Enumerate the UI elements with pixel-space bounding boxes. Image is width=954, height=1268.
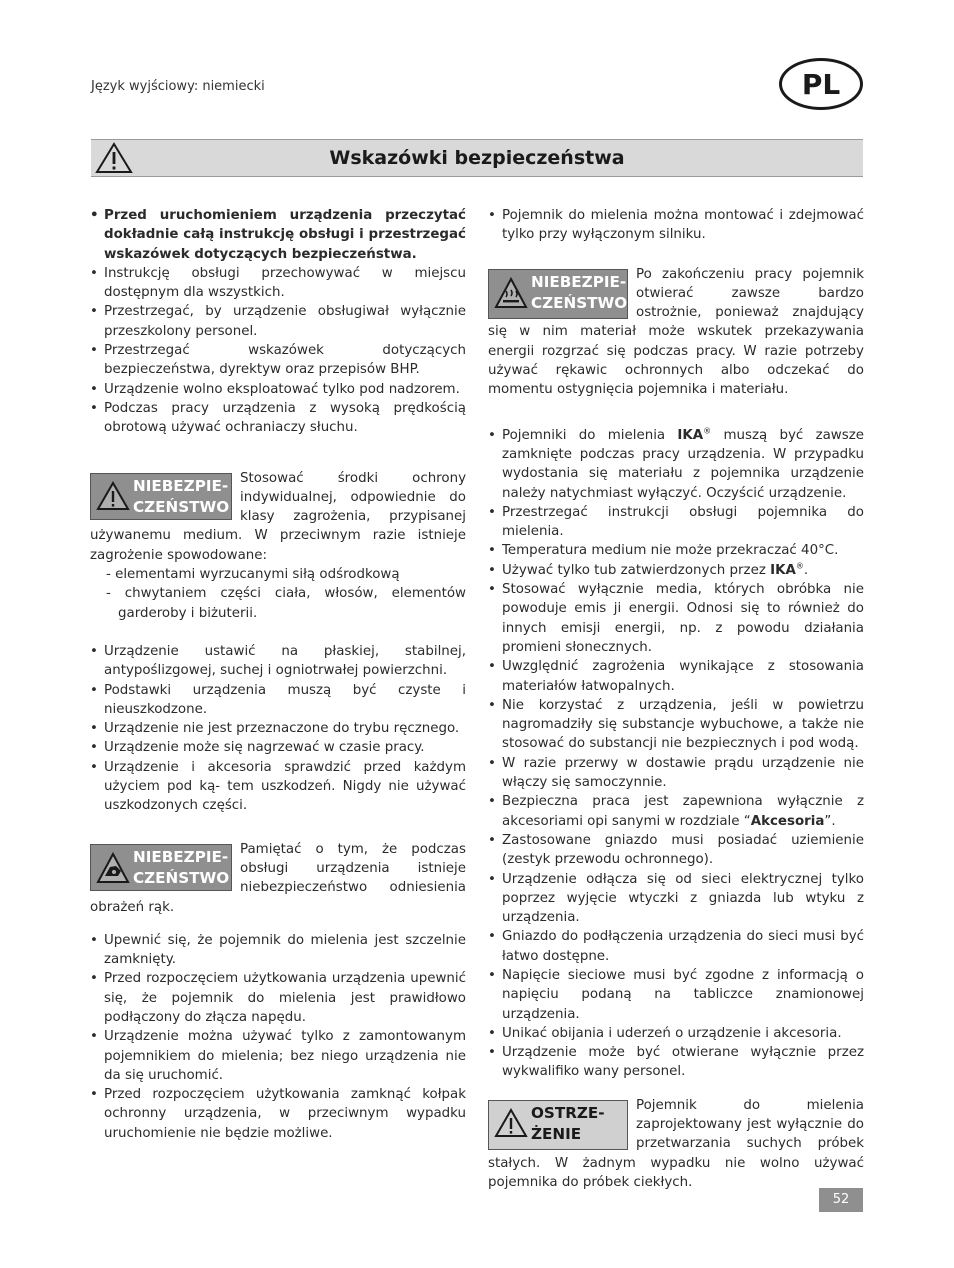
brand-name: IKA — [677, 427, 704, 443]
list-item: • Instrukcję obsługi przechowywać w miejscu dostępnym dla wszystkich. — [90, 264, 466, 303]
list-item: • Stosować wyłącznie media, których obróbka nie powoduje emis ji energii. Odnosi się to również do innych emisji energii, np. z powodu działania promieni słonecznych. — [488, 580, 864, 657]
list-item: • Używać tylko tub zatwierdzonych przez IKA®. — [488, 561, 864, 580]
list-item: • Urządzenie można używać tylko z zamontowanym pojemnikiem do mielenia; bez niego urządzenia nie da się uruchomić. — [90, 1027, 466, 1085]
notice-label-line: CZEŃSTWO — [531, 293, 628, 312]
list-item: • Bezpieczna praca jest zapewniona wyłącznie z akcesoriami opi sanymi w rozdziale “Akcesoria”. — [488, 792, 864, 831]
list-item: • Przed rozpoczęciem użytkowania zamknąć kołpak ochronny urządzenia, w przeciwnym wypadku uruchomienie nie będzie możliwe. — [90, 1085, 466, 1143]
source-language-note: Język wyjściowy: niemiecki — [91, 79, 265, 94]
list-item: • Temperatura medium nie może przekraczać 40°C. — [488, 541, 864, 560]
list-item: • Urządzenie nie jest przeznaczone do trybu ręcznego. — [90, 719, 466, 738]
list-item: • Urządzenie może być otwierane wyłącznie przez wykwalifiko wany personel. — [488, 1043, 864, 1082]
list-item: • W razie przerwy w dostawie prądu urządzenie nie włączy się samoczynnie. — [488, 754, 864, 793]
notice-text: Pamiętać o tym, że podczas obsługi urządzenia istnieje niebezpieczeństwo odniesienia obrażeń rąk. — [90, 841, 466, 915]
hot-surface-icon — [494, 277, 528, 309]
list-item: • Urządzenie odłącza się od sieci elektrycznej tylko poprzez wyjęcie wtyczki z gniazda lub wtyku z urządzenia. — [488, 870, 864, 928]
warning-notice — [488, 1096, 864, 1192]
hand-crush-icon — [96, 852, 130, 884]
list-item: • Przestrzegać wskazówek dotyczących bezpieczeństwa, dyrektyw oraz przepisów BHP. — [90, 341, 466, 380]
notice-label-line: NIEBEZPIE- — [531, 272, 627, 291]
section-title-bar — [91, 139, 863, 177]
list-item: • Urządzenie wolno eksploatować tylko pod nadzorem. — [90, 380, 466, 399]
list-item: • Pojemniki do mielenia IKA® muszą być zawsze zamknięte podczas pracy urządzenia. W przypadku wydostania się materiału z pojemnika urządzenie należy natychmiast wyłączyć. Oczyścić urządzenie. — [488, 426, 864, 503]
list-item: • Nie korzystać z urządzenia, jeśli w powietrzu nagromadziły się substancje wybuchowe, a także nie stosować do substancji nie bezpiecznych i pod wodą. — [488, 696, 864, 754]
list-item: • Przed uruchomieniem urządzenia przeczytać dokładnie całą instrukcję obsługi i przestrzegać wskazówek dotyczących bezpieczeństwa. — [90, 206, 466, 264]
list-item: • Urządzenie i akcesoria sprawdzić przed każdym użyciem pod ką- tem uszkodzeń. Nigdy nie używać uszkodzonych części. — [90, 758, 466, 816]
notice-label-line: ŻENIE — [531, 1124, 582, 1143]
list-item: • Gniazdo do podłączenia urządzenia do sieci musi być łatwo dostępne. — [488, 927, 864, 966]
list-item: • Przestrzegać instrukcji obsługi pojemnika do mielenia. — [488, 503, 864, 542]
danger-label-box — [90, 473, 232, 520]
list-item: - chwytaniem części ciała, włosów, elementów garderoby i biżuterii. — [106, 586, 466, 621]
list-item: • Podczas pracy urządzenia z wysoką prędkością obrotową używać ochraniaczy słuchu. — [90, 399, 466, 438]
danger-notice — [488, 265, 864, 400]
right-column — [488, 206, 864, 1192]
brand-name: IKA — [770, 562, 796, 578]
list-item: • Uwzględnić zagrożenia wynikające z stosowania materiałów łatwopalnych. — [488, 657, 864, 696]
list-item: • Napięcie sieciowe musi być zgodne z informacją o napięciu podaną na tabliczce znamionowej urządzenia. — [488, 966, 864, 1024]
warning-triangle-icon — [96, 481, 130, 511]
language-badge: PL — [779, 58, 863, 110]
notice-label-line: NIEBEZPIE- — [133, 476, 229, 495]
list-item: • Urządzenie może się nagrzewać w czasie pracy. — [90, 738, 466, 757]
danger-notice — [90, 840, 466, 917]
list-item: • Urządzenie ustawić na płaskiej, stabilnej, antypoślizgowej, suchej i ogniotrwałej powierzchni. — [90, 642, 466, 681]
notice-label-line: OSTRZE- — [531, 1103, 605, 1122]
warning-triangle-icon — [494, 1108, 528, 1138]
list-item: • Przed rozpoczęciem użytkowania urządzenia upewnić się, że pojemnik do mielenia jest prawidłowo podłączony do złącza napędu. — [90, 969, 466, 1027]
list-item: • Podstawki urządzenia muszą być czyste i nieuszkodzone. — [90, 681, 466, 720]
left-column — [90, 206, 466, 1143]
list-item: • Przestrzegać, by urządzenie obsługiwał wyłącznie przeszkolony personel. — [90, 302, 466, 341]
list-item: - elementami wyrzucanymi siłą odśrodkową — [106, 567, 400, 583]
warning-label-box — [488, 1100, 628, 1150]
list-item: • Zastosowane gniazdo musi posiadać uziemienie (zestyk przewodu ochronnego). — [488, 831, 864, 870]
list-item: • Pojemnik do mielenia można montować i zdejmować tylko przy wyłączonym silniku. — [488, 206, 864, 245]
notice-label-line: CZEŃSTWO — [133, 497, 230, 516]
list-item: • Upewnić się, że pojemnik do mielenia jest szczelnie zamknięty. — [90, 931, 466, 970]
page-title: Wskazówki bezpieczeństwa — [329, 147, 625, 169]
danger-label-box — [488, 269, 628, 319]
notice-text: Stosować środki ochrony indywidualnej, odpowiednie do klasy zagrożenia, przypisanej używanemu medium. W przeciwnym razie istnieje zagrożenie spowodowane: — [90, 470, 466, 563]
notice-label-line: CZEŃSTWO — [133, 868, 230, 887]
notice-label-line: NIEBEZPIE- — [133, 847, 229, 866]
notice-text: Pojemnik do mielenia zaprojektowany jest wyłącznie do przetwarzania suchych próbek stałych. W żadnym wypadku nie wolno używać pojemnika do próbek ciekłych. — [488, 1097, 864, 1190]
list-item: • Unikać obijania i uderzeń o urządzenie i akcesoria. — [488, 1024, 864, 1043]
danger-notice — [90, 469, 466, 565]
notice-text: Po zakończeniu pracy pojemnik otwierać zawsze bardzo ostrożnie, ponieważ znajdujący się w nim materiał może wskutek przekazywania energii rozgrzać się podczas pracy. W razie potrzeby używać rękawic ochronnych albo odczekać do momentu ostygnięcia pojemnika i materiału. — [488, 266, 864, 398]
page-number: 52 — [819, 1188, 863, 1212]
danger-label-box — [90, 844, 232, 891]
